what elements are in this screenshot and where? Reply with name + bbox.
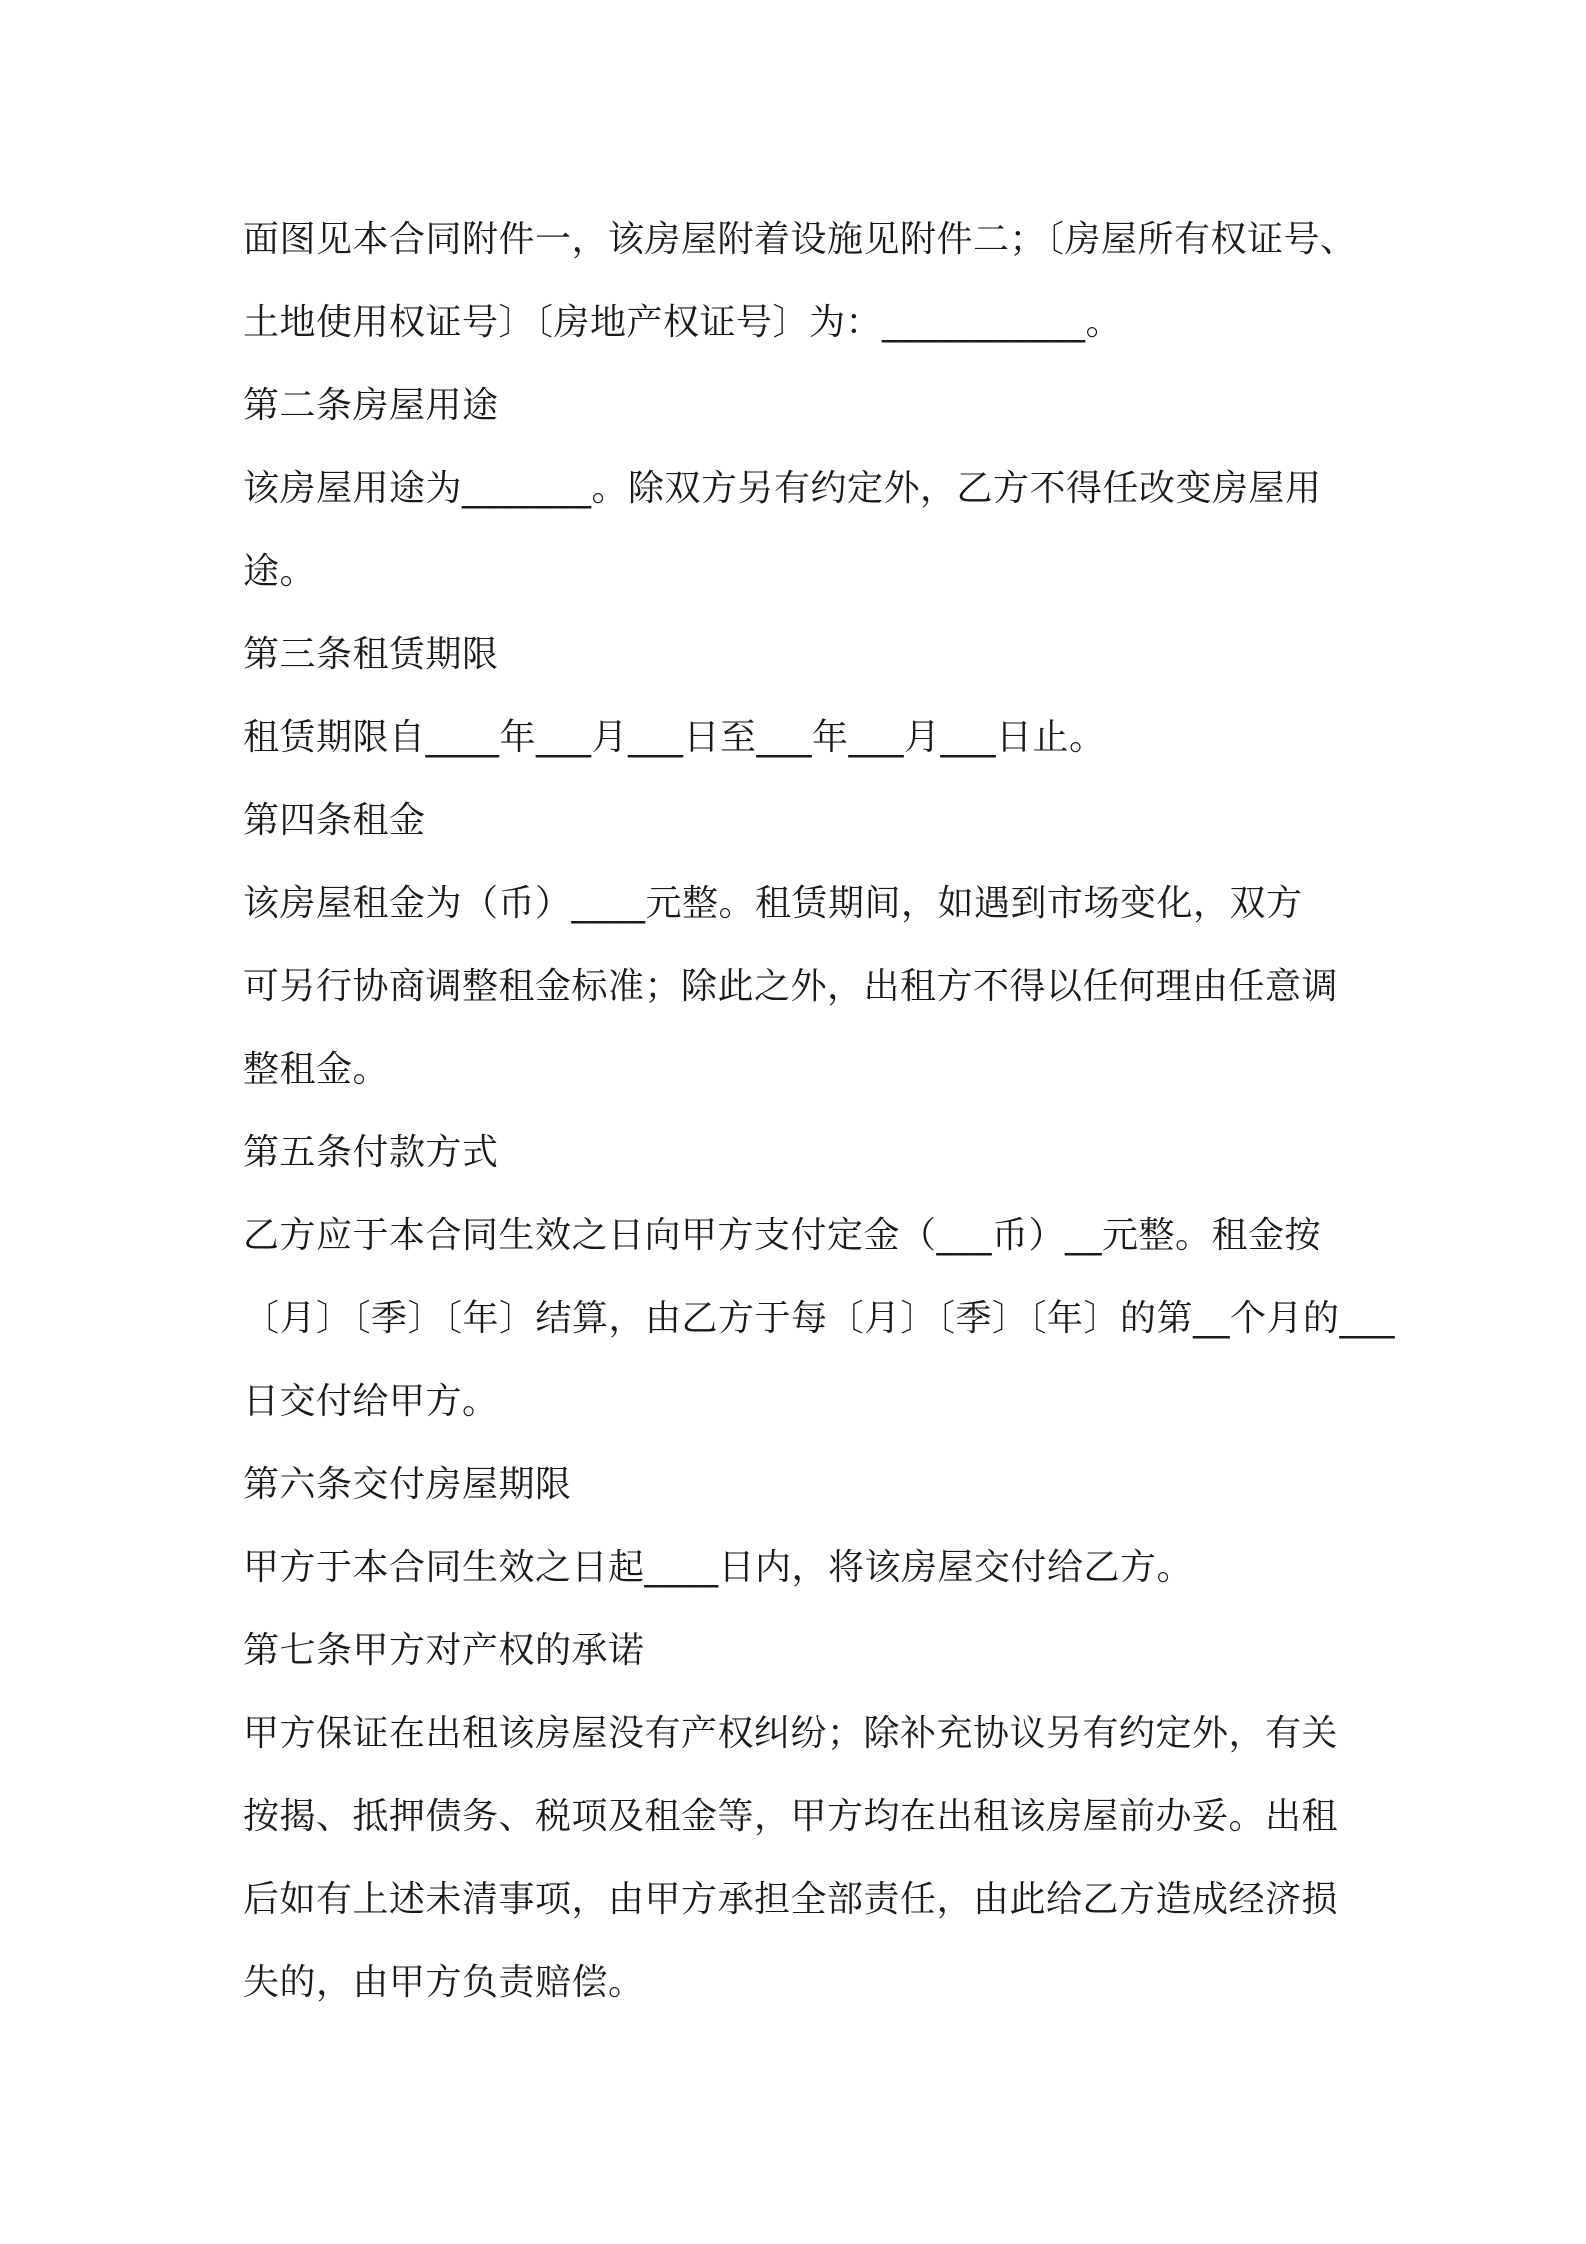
text-line: 甲方保证在出租该房屋没有产权纠纷；除补充协议另有约定外，有关 bbox=[243, 1713, 1339, 1754]
text-line: 后如有上述未清事项，由甲方承担全部责任，由此给乙方造成经济损 bbox=[243, 1879, 1339, 1920]
text-line: 〔月〕〔季〕〔年〕结算，由乙方于每〔月〕〔季〕〔年〕的第__个月的___ bbox=[243, 1298, 1396, 1339]
section-heading: 第二条房屋用途 bbox=[243, 385, 499, 426]
section-heading: 第七条甲方对产权的承诺 bbox=[243, 1630, 645, 1671]
text-line: 失的，由甲方负责赔偿。 bbox=[243, 1962, 645, 2003]
text-line: 按揭、抵押债务、税项及租金等，甲方均在出租该房屋前办妥。出租 bbox=[243, 1796, 1339, 1837]
text-line: 该房屋用途为_______。除双方另有约定外，乙方不得任改变房屋用 bbox=[243, 468, 1322, 509]
section-heading: 第五条付款方式 bbox=[243, 1132, 499, 1173]
document-body bbox=[243, 198, 1396, 2024]
text-line: 日交付给甲方。 bbox=[243, 1381, 499, 1422]
section-heading: 第六条交付房屋期限 bbox=[243, 1464, 572, 1505]
text-line: 该房屋租金为（币）____元整。租赁期间，如遇到市场变化，双方 bbox=[243, 883, 1303, 924]
text-line: 可另行协商调整租金标准；除此之外，出租方不得以任何理由任意调 bbox=[243, 966, 1339, 1007]
text-line: 途。 bbox=[243, 551, 317, 592]
section-heading: 第四条租金 bbox=[243, 800, 426, 841]
text-line: 整租金。 bbox=[243, 1049, 390, 1090]
text-line: 面图见本合同附件一，该房屋附着设施见附件二；〔房屋所有权证号、 bbox=[243, 219, 1357, 260]
text-line: 甲方于本合同生效之日起____日内，将该房屋交付给乙方。 bbox=[243, 1547, 1194, 1588]
text-line: 租赁期限自____年___月___日至___年___月___日止。 bbox=[243, 717, 1106, 758]
text-line: 土地使用权证号〕〔房地产权证号〕为：___________。 bbox=[243, 302, 1123, 343]
section-heading: 第三条租赁期限 bbox=[243, 634, 499, 675]
text-line: 乙方应于本合同生效之日向甲方支付定金（___币）__元整。租金按 bbox=[243, 1215, 1322, 1256]
